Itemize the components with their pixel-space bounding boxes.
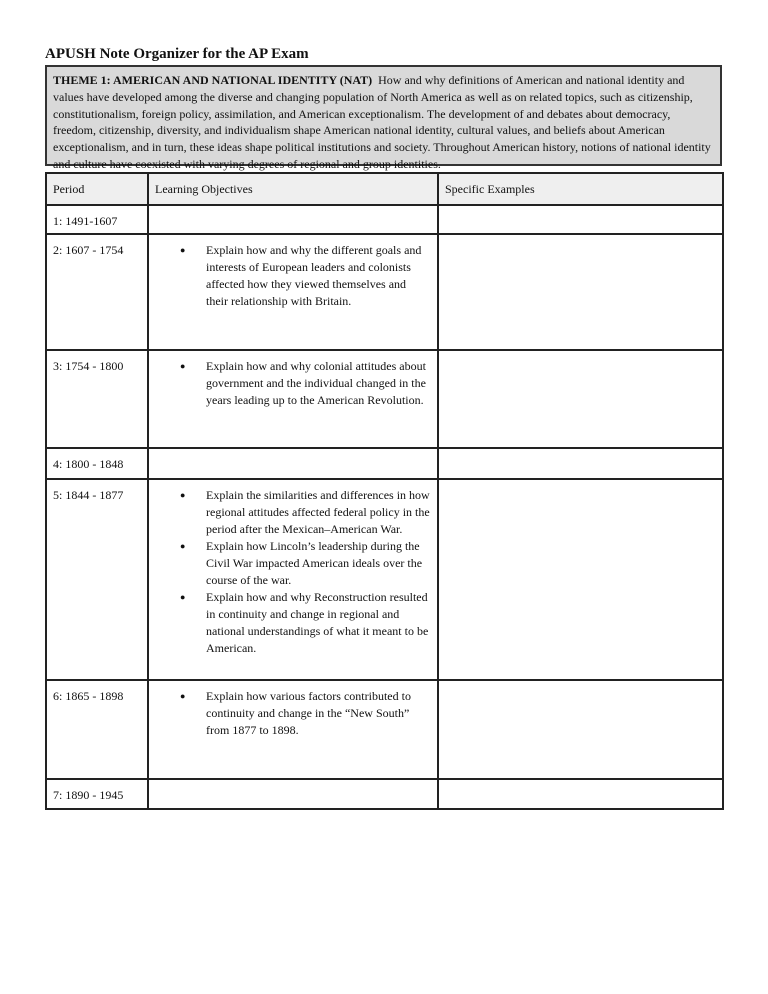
examples-cell[interactable] <box>438 779 723 809</box>
period-cell: 7: 1890 - 1945 <box>46 779 148 809</box>
table-row <box>46 448 723 479</box>
objective-item: ● Explain how and why colonial attitudes about government and the individual changed in the years leading up to the American Revolution. <box>206 358 431 409</box>
objectives-cell <box>148 350 438 448</box>
objectives-list <box>155 688 431 739</box>
period-cell: 5: 1844 - 1877 <box>46 479 148 680</box>
examples-cell[interactable] <box>438 448 723 479</box>
objective-item: ● Explain how various factors contributed to continuity and change in the “New South” from 1877 to 1898. <box>206 688 431 739</box>
objectives-cell <box>148 205 438 234</box>
table-row <box>46 779 723 809</box>
objectives-cell <box>148 479 438 680</box>
column-header-learning-objectives: Learning Objectives <box>148 173 438 205</box>
document-title: APUSH Note Organizer for the AP Exam <box>45 46 309 62</box>
period-cell: 6: 1865 - 1898 <box>46 680 148 779</box>
table-row <box>46 205 723 234</box>
examples-cell[interactable] <box>438 205 723 234</box>
period-cell: 3: 1754 - 1800 <box>46 350 148 448</box>
table-row <box>46 680 723 779</box>
objective-item: ● Explain how and why Reconstruction resulted in continuity and change in regional and national understandings of what it meant to be American. <box>206 589 431 657</box>
examples-cell[interactable] <box>438 234 723 350</box>
objectives-list <box>155 487 431 657</box>
objective-item: ● Explain how and why the different goals and interests of European leaders and colonists affected how they viewed themselves and their relationship with Britain. <box>206 242 431 310</box>
period-cell: 1: 1491-1607 <box>46 205 148 234</box>
objectives-cell <box>148 680 438 779</box>
objectives-cell <box>148 779 438 809</box>
objective-item: ● Explain how Lincoln’s leadership during the Civil War impacted American ideals over the course of the war. <box>206 538 431 589</box>
examples-cell[interactable] <box>438 479 723 680</box>
theme-box <box>45 65 722 171</box>
objectives-list <box>155 242 431 310</box>
objective-item: ● Explain the similarities and differences in how regional attitudes affected federal policy in the period after the Mexican–American War. <box>206 487 431 538</box>
header-row <box>46 173 723 205</box>
theme-description: How and why definitions of American and national identity and values have developed among the diverse and changing population of North America as well as on related topics, such as citizenship, constitutionalism, foreign policy, assimilation, and American exceptionalism. The development of and debates about democracy, freedom, citizenship, diversity, and individualism shape American national identity, cultural values, and beliefs about American exceptionalism, and in turn, these ideas shape political institutions and society. Throughout American history, notions of national identity and culture have coexisted with varying degrees of regional and group identities. <box>53 73 711 171</box>
table-row <box>46 479 723 680</box>
period-cell: 2: 1607 - 1754 <box>46 234 148 350</box>
note-organizer-table <box>45 172 724 810</box>
theme-heading: THEME 1: AMERICAN AND NATIONAL IDENTITY (NAT) <box>53 73 373 87</box>
column-header-specific-examples: Specific Examples <box>438 173 723 205</box>
column-header-period: Period <box>46 173 148 205</box>
period-cell: 4: 1800 - 1848 <box>46 448 148 479</box>
table-row <box>46 234 723 350</box>
table-row <box>46 350 723 448</box>
examples-cell[interactable] <box>438 350 723 448</box>
objectives-list <box>155 358 431 409</box>
objectives-cell <box>148 234 438 350</box>
examples-cell[interactable] <box>438 680 723 779</box>
objectives-cell <box>148 448 438 479</box>
